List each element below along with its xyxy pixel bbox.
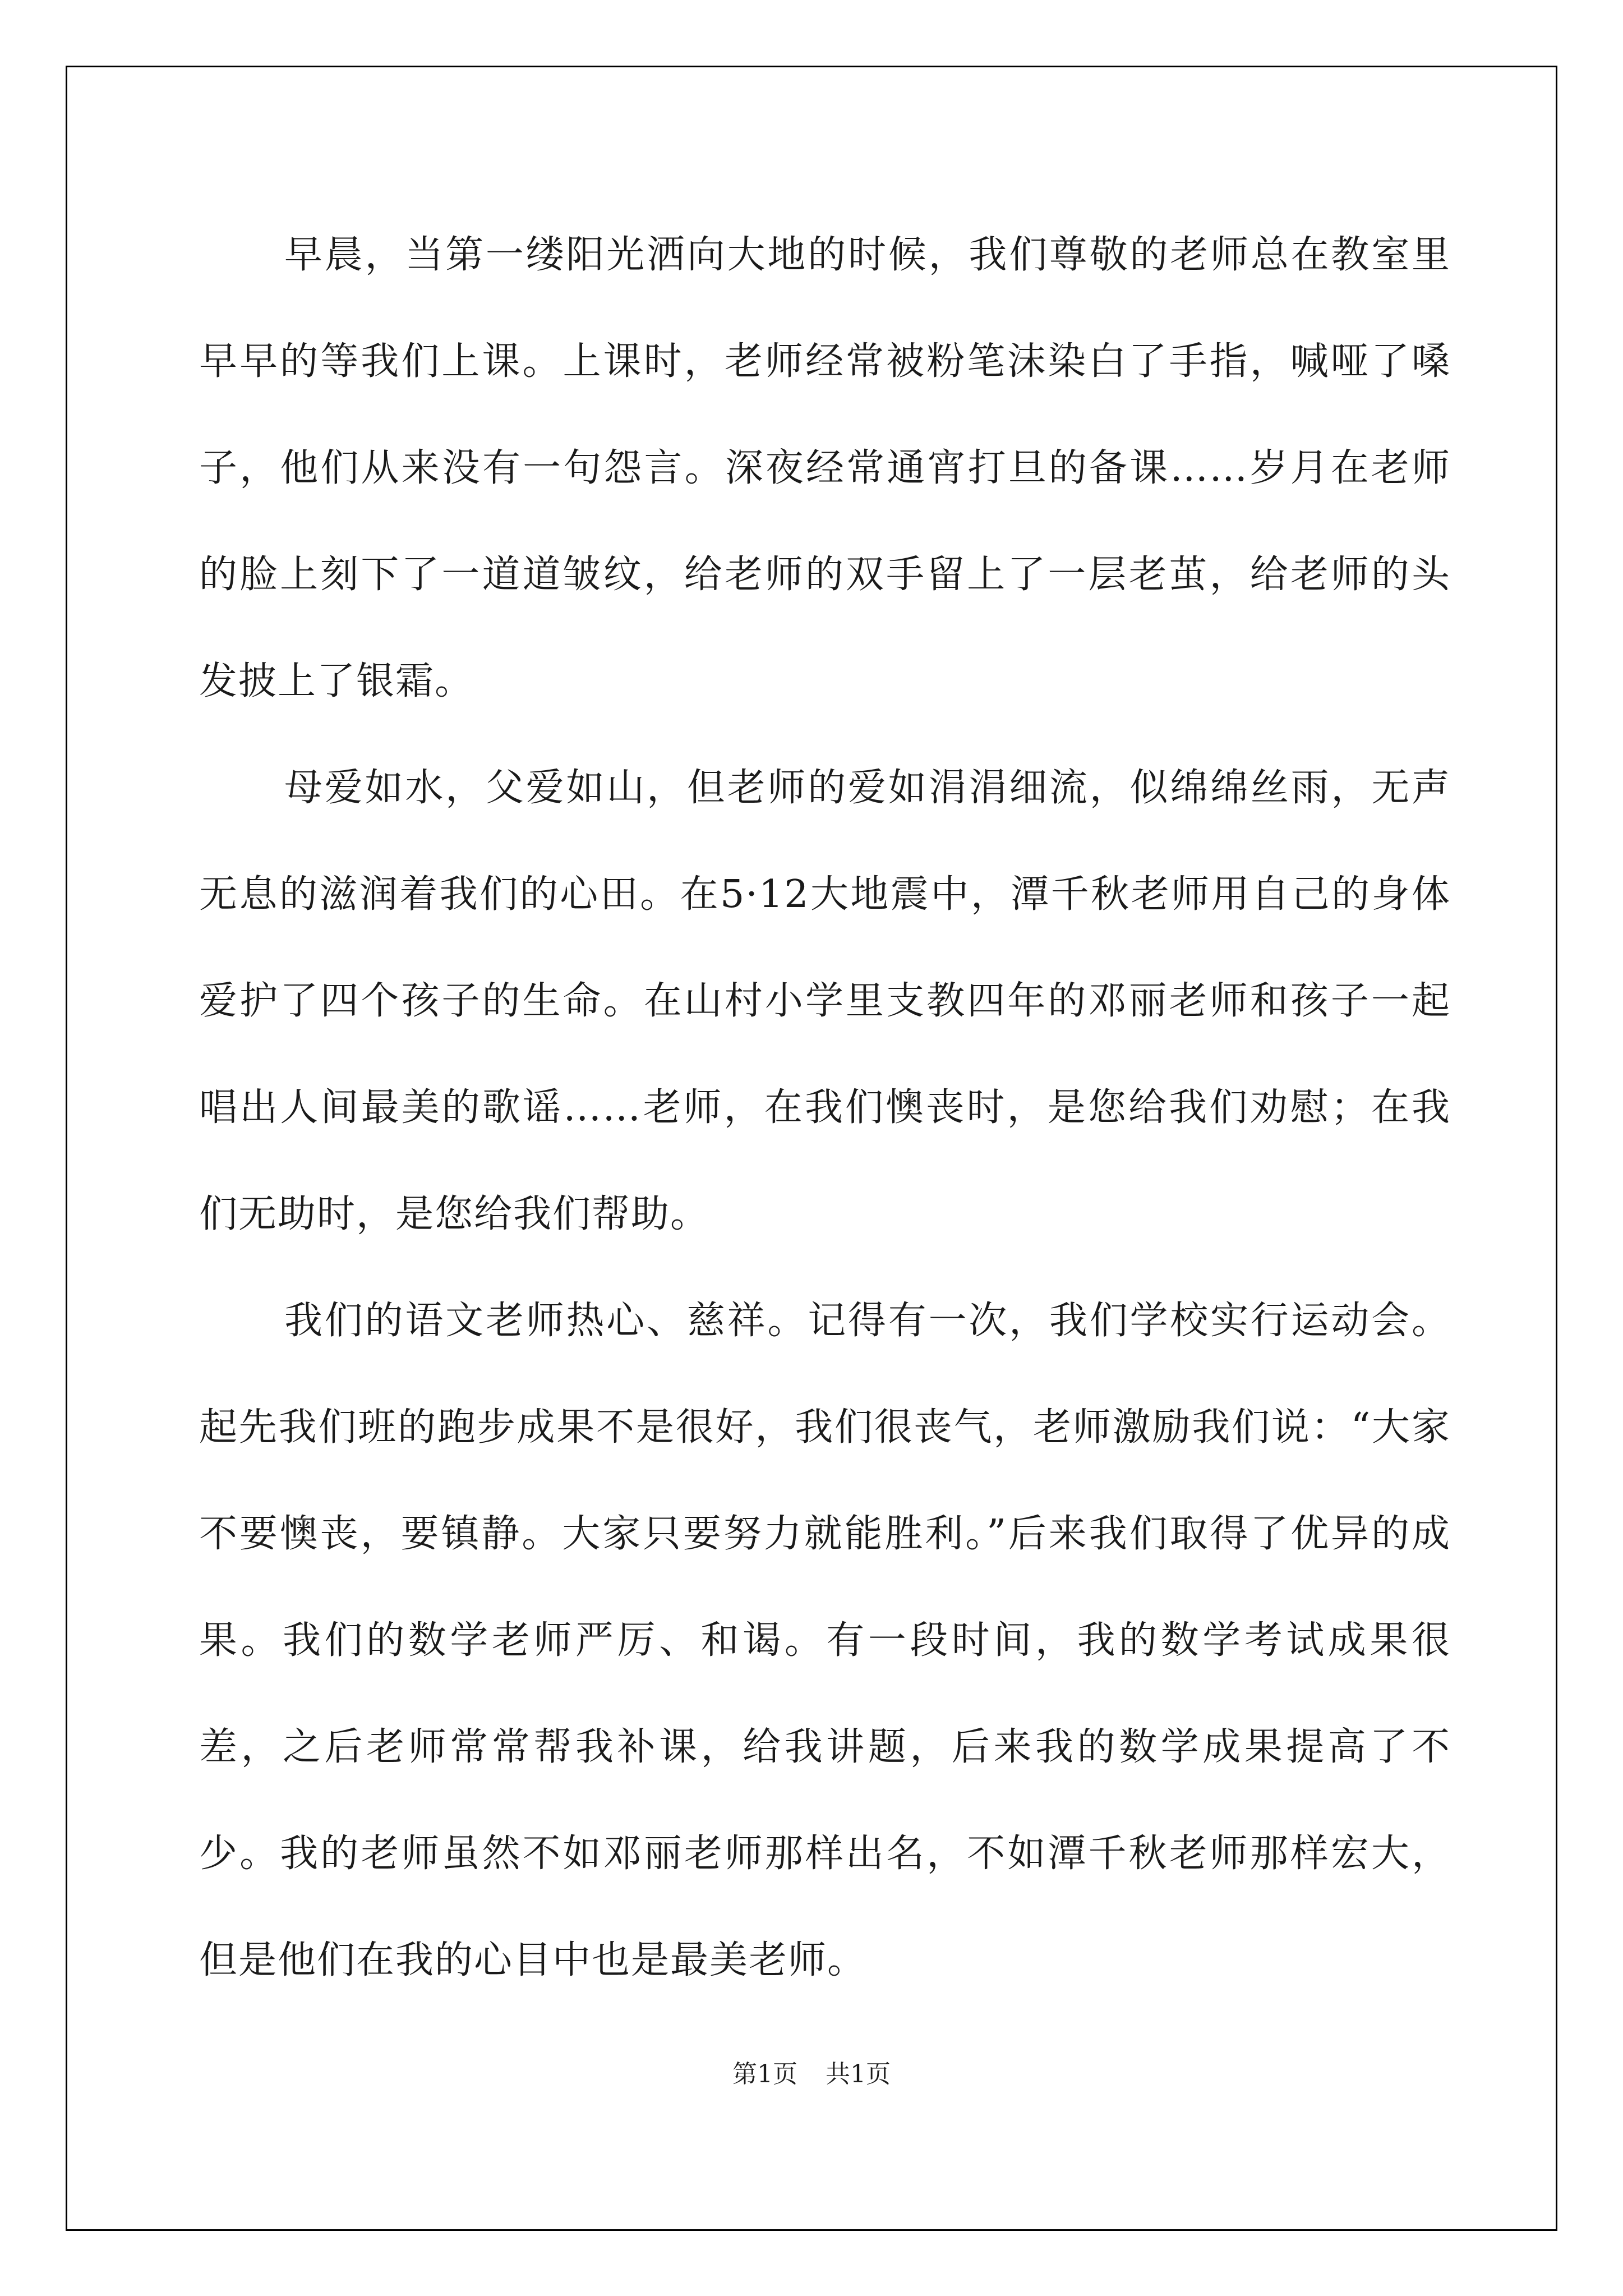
page-footer xyxy=(0,2058,1623,2091)
page-number-current: 第1页 xyxy=(732,2060,797,2088)
paragraph-3: 我们的语文老师热心、慈祥。记得有一次，我们学校实行运动会。起先我们班的跑步成果不是很好，我们很丧气，老师激励我们说：“大家不要懊丧，要镇静。大家只要努力就能胜利。”后来我们取得了优异的成果。我们的数学老师严厉、和谒。有一段时间，我的数学考试成果很差，之后老师常常帮我补课，给我讲题，后来我的数学成果提高了不少。我的老师虽然不如邓丽老师那样出名，不如潭千秋老师那样宏大，但是他们在我的心目中也是最美老师。 xyxy=(199,1299,1451,1982)
page-number-total: 共1页 xyxy=(826,2060,891,2088)
paragraph-1: 早晨，当第一缕阳光洒向大地的时候，我们尊敬的老师总在教室里早早的等我们上课。上课时，老师经常被粉笔沫染白了手指，喊哑了嗓子，他们从来没有一句怨言。深夜经常通宵打旦的备课……岁月在老师的脸上刻下了一道道皱纹，给老师的双手留上了一层老茧，给老师的头发披上了银霜。 xyxy=(199,233,1451,703)
document-body xyxy=(199,202,1451,2014)
paragraph-2: 母爱如水，父爱如山，但老师的爱如涓涓细流，似绵绵丝雨，无声无息的滋润着我们的心田。在5·12大地震中，潭千秋老师用自己的身体爱护了四个孩子的生命。在山村小学里支教四年的邓丽老师和孩子一起唱出人间最美的歌谣……老师，在我们懊丧时，是您给我们劝慰；在我们无助时，是您给我们帮助。 xyxy=(199,766,1451,1236)
